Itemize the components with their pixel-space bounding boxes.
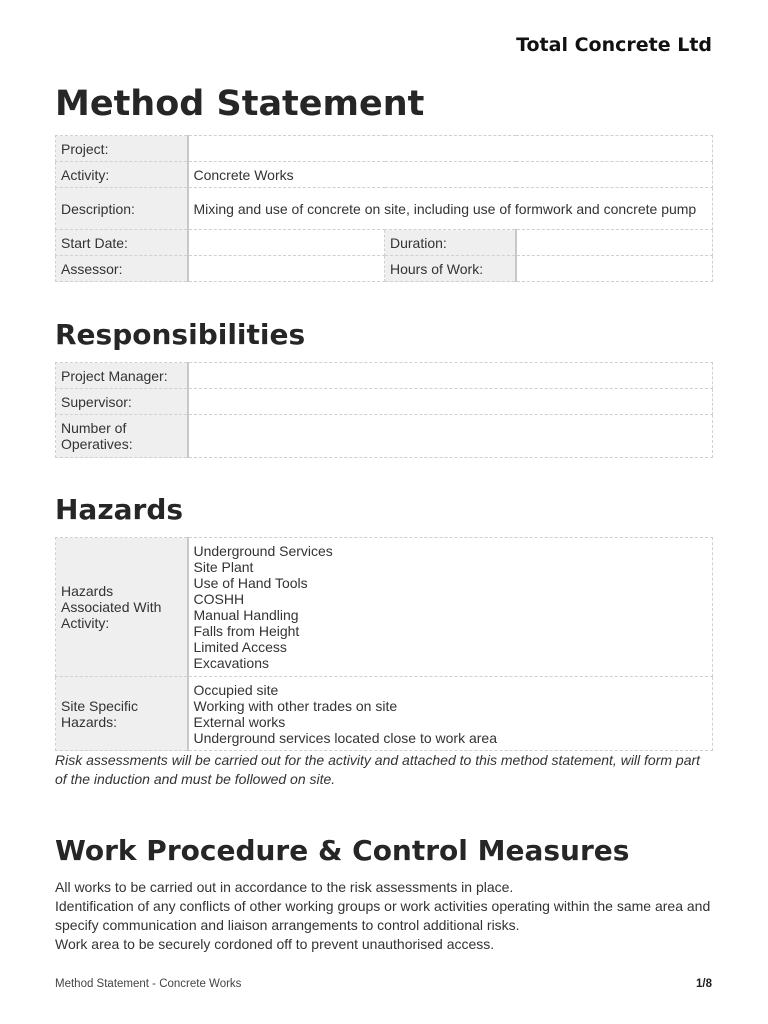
page-number: 1/8 [696,978,712,990]
activity-value[interactable]: Concrete Works [188,162,713,188]
hazard-item: Limited Access [193,639,287,655]
duration-label: Duration: [385,230,516,256]
site-specific-row [56,677,713,751]
hazards-heading: Hazards [55,493,184,526]
description-row [56,188,713,230]
start-date-field[interactable] [188,230,385,256]
assessor-row [56,256,713,282]
footer-document-title: Method Statement - Concrete Works [55,978,242,990]
responsibilities-table [55,362,713,458]
operatives-field[interactable] [188,415,713,458]
hazard-item: Falls from Height [193,623,300,639]
procedure-line: All works to be carried out in accordance to the risk assessments in place. [55,879,514,895]
project-value-field[interactable] [188,136,713,162]
hours-of-work-field[interactable] [516,256,713,282]
assessor-field[interactable] [188,256,385,282]
hours-of-work-label: Hours of Work: [385,256,516,282]
start-date-label: Start Date: [56,230,188,256]
project-manager-label: Project Manager: [56,363,188,389]
activity-label: Activity: [56,162,188,188]
risk-assessment-note: Risk assessments will be carried out for the activity and attached to this method statement, will form part of the induction and must be followed on site. [55,752,701,787]
project-row [56,136,713,162]
hazard-item: Excavations [193,655,269,671]
company-name: Total Concrete Ltd [516,34,712,56]
hazard-item: Underground Services [193,543,333,559]
supervisor-row [56,389,713,415]
project-manager-row [56,363,713,389]
description-value[interactable]: Mixing and use of concrete on site, including use of formwork and concrete pump [188,188,713,230]
hazards-associated-list [188,538,713,677]
project-manager-field[interactable] [188,363,713,389]
hazard-item: COSHH [193,591,245,607]
responsibilities-heading: Responsibilities [55,318,306,351]
procedure-line: Identification of any conflicts of other working groups or work activities operating within the same area and specify communication and liaison arrangements to control additional risks. [55,898,711,933]
project-details-table [55,135,713,282]
procedure-line: Work area to be securely cordoned off to prevent unauthorised access. [55,936,495,952]
supervisor-field[interactable] [188,389,713,415]
hazards-associated-row [56,538,713,677]
supervisor-label: Supervisor: [56,389,188,415]
site-hazard-item: External works [193,713,286,730]
assessor-label: Assessor: [56,256,188,282]
operatives-label: Number of Operatives: [56,415,188,458]
procedure-text [55,878,715,954]
hazards-table [55,537,713,751]
site-hazard-item: Underground services located close to work area [193,729,497,746]
project-label: Project: [56,136,188,162]
site-specific-label: Site Specific Hazards: [56,677,188,751]
hazard-item: Site Plant [193,559,254,575]
operatives-row [56,415,713,458]
activity-row [56,162,713,188]
description-label: Description: [56,188,188,230]
site-hazard-item: Occupied site [193,681,279,698]
page-title: Method Statement [55,84,425,124]
procedure-heading: Work Procedure & Control Measures [55,834,630,867]
site-specific-list [188,677,713,751]
site-hazard-item: Working with other trades on site [193,697,398,714]
start-date-row [56,230,713,256]
duration-field[interactable] [516,230,713,256]
hazard-item: Manual Handling [193,607,299,623]
hazard-item: Use of Hand Tools [193,575,308,591]
hazards-associated-label: Hazards Associated With Activity: [56,538,188,677]
